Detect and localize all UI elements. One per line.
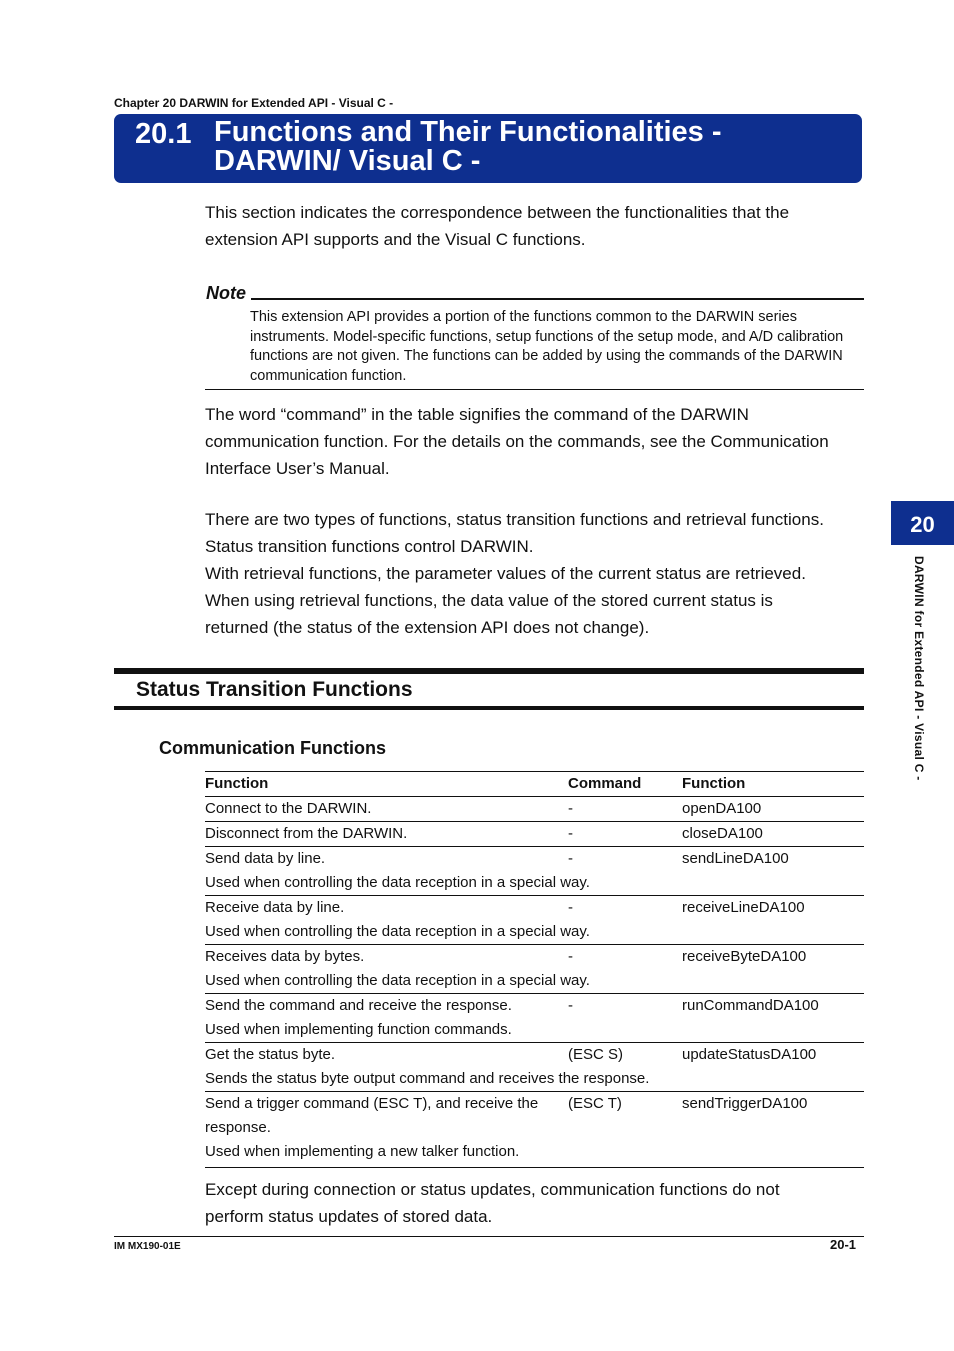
chapter-header: Chapter 20 DARWIN for Extended API - Visual C - <box>114 96 394 110</box>
table-row <box>205 797 864 822</box>
table-row <box>205 847 864 872</box>
row-function: runCommandDA100 <box>682 994 864 1019</box>
communication-functions-table <box>205 771 864 1168</box>
row-function: sendLineDA100 <box>682 847 864 872</box>
row-desc: Disconnect from the DARWIN. <box>205 822 568 847</box>
row-function: updateStatusDA100 <box>682 1043 864 1068</box>
function-types-paragraph <box>205 506 865 641</box>
row-note: Sends the status byte output command and receives the response. <box>205 1070 650 1087</box>
row-note: Used when implementing a new talker function. <box>205 1140 864 1168</box>
row-command: - <box>568 896 682 921</box>
footer-doc-id: IM MX190-01E <box>114 1241 181 1252</box>
closing-paragraph: Except during connection or status updates, communication functions do not perform status updates of stored data. <box>205 1180 780 1226</box>
row-note: Used when controlling the data reception in a special way. <box>205 923 590 940</box>
footer-rule <box>114 1236 864 1237</box>
types-line-1: There are two types of functions, status transition functions and retrieval functions. <box>205 510 824 529</box>
table-row <box>205 896 864 921</box>
table-row <box>205 1043 864 1068</box>
note-label: Note <box>206 283 246 303</box>
chapter-tab-label: DARWIN for Extended API - Visual C - <box>912 556 926 781</box>
row-desc: Receive data by line. <box>205 896 568 921</box>
types-line-3: With retrieval functions, the parameter values of the current status are retrieved. <box>205 564 806 583</box>
row-function: receiveLineDA100 <box>682 896 864 921</box>
row-function: openDA100 <box>682 800 762 817</box>
note-text: This extension API provides a portion of the functions common to the DARWIN series instruments. Model-specific functions, setup functions of the setup mode, and A/D calibration functions are not given. The functions can be added by using the commands of the DARWIN communication function. <box>250 309 844 384</box>
row-note: Used when implementing function commands. <box>205 1021 512 1038</box>
section-rule-top <box>114 668 864 674</box>
status-transition-heading: Status Transition Functions <box>136 678 413 701</box>
chapter-tab-number: 20 <box>891 501 954 545</box>
types-line-4: When using retrieval functions, the data value of the stored current status is returned (the status of the extension API does not change). <box>205 591 773 637</box>
table-header-row <box>205 772 864 797</box>
section-title: Functions and Their Functionalities - DARWIN/ Visual C - <box>214 116 722 177</box>
header-command: Command <box>568 772 682 797</box>
table-row-note <box>205 871 864 896</box>
communication-functions-heading: Communication Functions <box>159 738 386 758</box>
types-line-2: Status transition functions control DARWIN. <box>205 537 534 556</box>
row-desc: Send data by line. <box>205 847 568 872</box>
row-note: Used when controlling the data reception in a special way. <box>205 972 590 989</box>
command-paragraph: The word “command” in the table signifies the command of the DARWIN communication function. For the details on the commands, see the Communication Interface User’s Manual. <box>205 405 829 478</box>
row-command: - <box>568 800 573 817</box>
row-function: sendTriggerDA100 <box>682 1092 864 1141</box>
section-title-band <box>114 114 862 183</box>
row-command: (ESC T) <box>568 1092 682 1141</box>
row-command: - <box>568 847 682 872</box>
table-row-note <box>205 920 864 945</box>
table-row <box>205 945 864 970</box>
table-row-note <box>205 1018 864 1043</box>
section-number: 20.1 <box>135 118 192 150</box>
row-command: - <box>568 822 682 847</box>
section-rule-bottom <box>114 706 864 710</box>
table-row <box>205 822 864 847</box>
row-note: Used when controlling the data reception in a special way. <box>205 874 590 891</box>
row-desc: Connect to the DARWIN. <box>205 800 372 817</box>
note-rule-bottom <box>205 389 864 390</box>
table-row-note <box>205 1067 864 1092</box>
row-command: - <box>568 994 682 1019</box>
row-function: closeDA100 <box>682 822 864 847</box>
row-desc: Get the status byte. <box>205 1043 568 1068</box>
row-command: - <box>568 945 682 970</box>
footer-page-number: 20-1 <box>830 1237 857 1252</box>
row-command: (ESC S) <box>568 1043 682 1068</box>
table-row-note <box>205 1140 864 1168</box>
table-row <box>205 994 864 1019</box>
row-desc: Send the command and receive the response. <box>205 994 568 1019</box>
table-row-note <box>205 969 864 994</box>
row-function: receiveByteDA100 <box>682 945 864 970</box>
note-rule-top <box>251 298 864 300</box>
header-function-name: Function <box>682 772 864 797</box>
table-row <box>205 1092 864 1141</box>
row-desc: Send a trigger command (ESC T), and receive the response. <box>205 1092 568 1141</box>
header-function-desc: Function <box>205 772 568 797</box>
intro-paragraph: This section indicates the correspondence between the functionalities that the extension API supports and the Visual C functions. <box>205 203 790 249</box>
row-desc: Receives data by bytes. <box>205 945 568 970</box>
